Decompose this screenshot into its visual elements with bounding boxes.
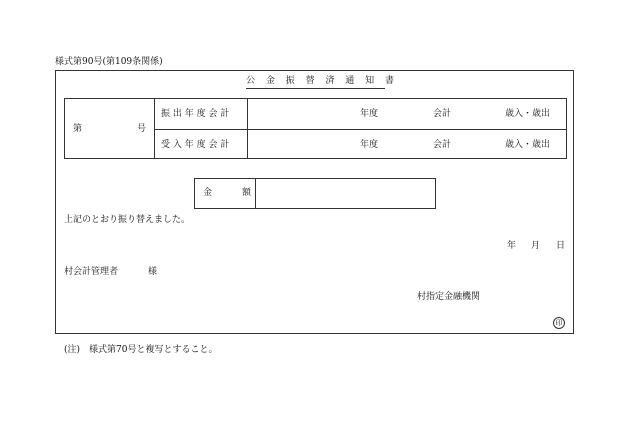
seal-icon: 印 xyxy=(553,317,565,329)
transfer-in-year: 年度 xyxy=(360,140,379,150)
recipient-label: 村会計管理者 xyxy=(64,267,119,277)
number-suffix: 号 xyxy=(137,124,147,134)
document-title: 公 金 振 替 済 通 知 書 xyxy=(246,76,399,86)
transfer-out-year: 年度 xyxy=(360,109,379,119)
recipient-honorific: 様 xyxy=(148,267,158,277)
date-day: 日 xyxy=(556,241,566,251)
transfer-in-account: 会計 xyxy=(433,140,452,150)
transfer-out-type: 歳入・歳出 xyxy=(505,109,551,119)
amount-label-b: 額 xyxy=(242,188,252,198)
issuer-label: 村指定金融機関 xyxy=(417,292,481,302)
date-year: 年 xyxy=(507,241,517,251)
amount-box xyxy=(194,178,436,209)
form-label: 様式第90号(第109条関係) xyxy=(55,57,163,67)
table-divider-h xyxy=(154,129,566,130)
amount-divider xyxy=(255,179,256,208)
number-label: 第 xyxy=(73,124,83,134)
transfer-in-label: 受 入 年 度 会 計 xyxy=(161,140,230,150)
transfer-in-type: 歳入・歳出 xyxy=(505,140,551,150)
amount-label-a: 金 xyxy=(203,188,213,198)
transfer-out-account: 会計 xyxy=(433,109,452,119)
date-month: 月 xyxy=(531,241,541,251)
statement-text: 上記のとおり振り替えました。 xyxy=(64,215,191,225)
title-underline xyxy=(246,88,385,89)
footnote: (注) 様式第70号と複写とすること。 xyxy=(64,345,218,355)
transfer-out-label: 振 出 年 度 会 計 xyxy=(161,109,230,119)
